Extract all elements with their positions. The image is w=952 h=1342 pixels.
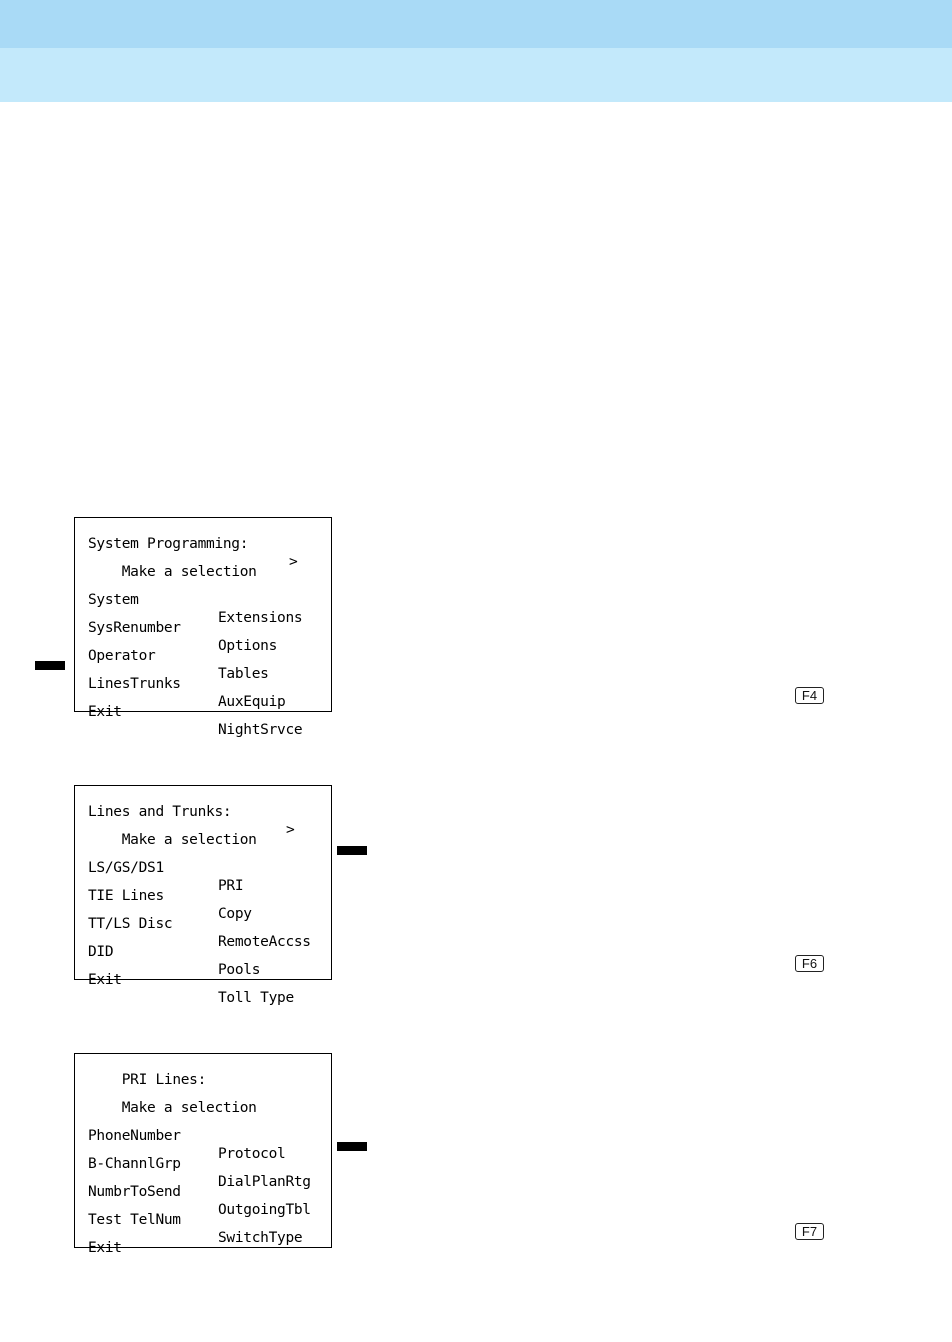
header-band	[0, 0, 952, 48]
menu-item-tt-ls-disc: TT/LS Disc	[88, 916, 173, 932]
selection-marker	[337, 846, 367, 855]
display-screen-system-programming	[74, 517, 332, 738]
menu-item-copy: Copy	[218, 906, 252, 922]
menu-item-exit: Exit	[88, 704, 122, 720]
display-screen-pri-lines	[74, 1053, 332, 1256]
selection-marker	[337, 1142, 367, 1151]
menu-item-exit: Exit	[88, 1240, 122, 1256]
menu-item-outgoingtbl: OutgoingTbl	[218, 1202, 311, 1218]
selection-marker	[35, 661, 65, 670]
screen-title: PRI Lines:	[121, 1072, 207, 1088]
menu-item-test-telnum: Test TelNum	[88, 1212, 181, 1228]
menu-item-sysrenumber: SysRenumber	[88, 620, 181, 636]
subheader-band	[0, 48, 952, 102]
menu-item-b-channlgrp: B-ChannlGrp	[88, 1156, 181, 1172]
menu-item-system: System	[88, 592, 139, 608]
menu-item-did: DID	[88, 944, 114, 960]
menu-item-auxequip: AuxEquip	[218, 694, 286, 710]
screen-prompt: Make a selection	[121, 564, 257, 580]
screen-prompt: Make a selection	[121, 832, 257, 848]
menu-item-options: Options	[218, 638, 278, 654]
menu-item-protocol: Protocol	[218, 1146, 286, 1162]
menu-item-switchtype: SwitchType	[218, 1230, 303, 1246]
menu-item-tie-lines: TIE Lines	[88, 888, 164, 904]
function-key-f4: F4	[795, 687, 824, 704]
menu-item-numbrtosend: NumbrToSend	[88, 1184, 181, 1200]
screen-title: System Programming:	[88, 536, 249, 552]
menu-item-linestrunks: LinesTrunks	[88, 676, 181, 692]
menu-item-phonenumber: PhoneNumber	[88, 1128, 181, 1144]
menu-item-nightsrvce: NightSrvce	[218, 722, 303, 738]
menu-item-toll-type: Toll Type	[218, 990, 294, 1006]
more-arrow: >	[286, 822, 295, 838]
menu-item-dialplanrtg: DialPlanRtg	[218, 1174, 311, 1190]
menu-item-ls-gs-ds1: LS/GS/DS1	[88, 860, 164, 876]
menu-item-remoteaccss: RemoteAccss	[218, 934, 311, 950]
menu-item-pools: Pools	[218, 962, 261, 978]
function-key-f7: F7	[795, 1223, 824, 1240]
screen-prompt: Make a selection	[121, 1100, 257, 1116]
more-arrow: >	[289, 554, 298, 570]
function-key-f6: F6	[795, 955, 824, 972]
menu-item-extensions: Extensions	[218, 610, 303, 626]
display-screen-lines-and-trunks	[74, 785, 332, 1006]
menu-item-exit: Exit	[88, 972, 122, 988]
menu-item-operator: Operator	[88, 648, 156, 664]
menu-item-pri: PRI	[218, 878, 244, 894]
menu-item-tables: Tables	[218, 666, 269, 682]
screen-title: Lines and Trunks:	[88, 804, 232, 820]
